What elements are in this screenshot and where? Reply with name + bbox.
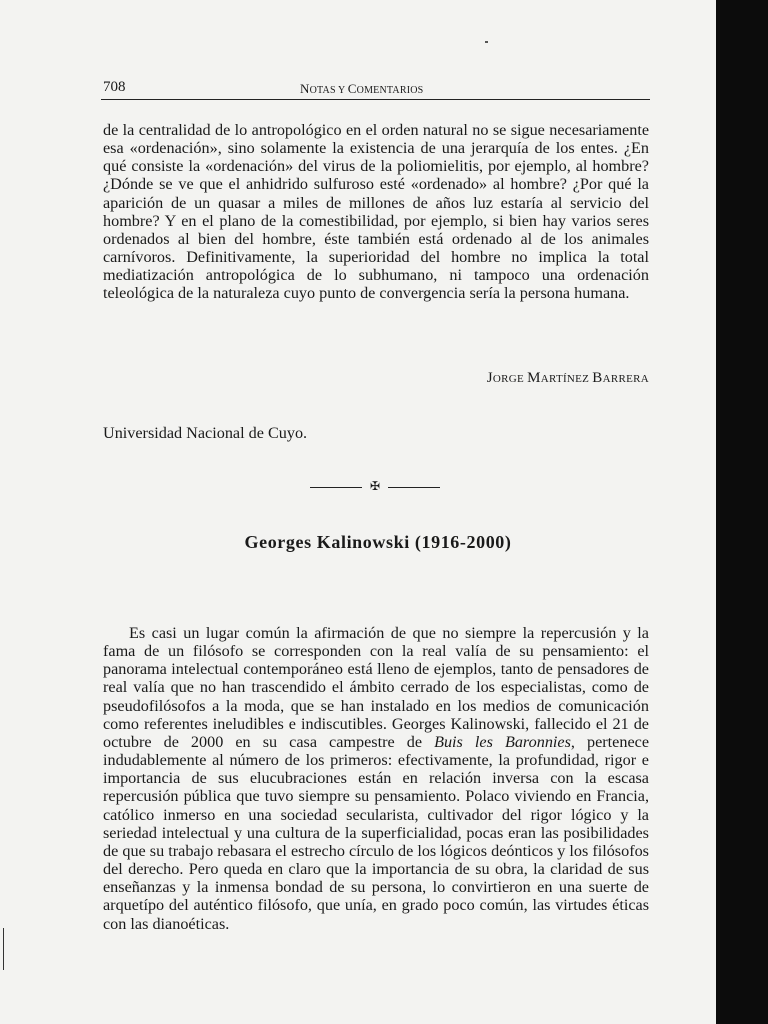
running-head-smallcaps: OTAS Y — [309, 85, 348, 96]
closing-paragraph: de la centralidad de lo antropológico en el orden natural no se sigue necesariamente esa «ordenación», sino solamente la existencia de una jerarquía de los entes. ¿En qué consiste la «ordenación» del virus de la poliomielitis, por ejemplo, al hombre? ¿Dónde se ve que el anhidrido sulfuroso esté «ordenado» al hombre? ¿Por qué la aparición de un quasar a miles de millones de años luz estaría al servicio del hombre? Y en el plano de la comestibilidad, por ejemplo, si bien hay varios seres ordenados al bien del hombre, éste también está ordenado al de los animales carnívoros. Definitivamente, la superioridad del hombre no implica la total mediatización antropológica de lo subhumano, ni tampoco una ordenación teleológica de la naturaleza cuyo punto de convergencia sería la persona humana. — [103, 121, 649, 303]
author-signature — [487, 370, 649, 387]
body-text: Es casi un lugar común la afirmación de que no siempre la repercusión y la fama de un filósofo se corresponden con la real valía de su pensamiento: el panorama intelectual contemporáneo está lleno de ejemplos, tanto de pensadores de real valía que no han trascendido el ámbito cerrado de los especialistas, como de pseudofilósofos a la moda, que se han instalado en los medios de comunicación como referentes ineludibles e indiscutibles. Georges Kalinowski, fallecido el 21 de octubre de 2000 en su casa campestre de — [103, 624, 649, 751]
author-affiliation: Universidad Nacional de Cuyo. — [103, 424, 308, 442]
author-smallcaps: ORGE — [492, 373, 528, 385]
author-initial: B — [592, 370, 603, 386]
separator-line-right — [388, 487, 440, 488]
body-text: , pertenece indudablemente al número de los primeros: efectivamente, la profundidad, rigor e importancia de sus elucubraciones están en relación inversa con la escasa repercusión pública que tuvo siempre su pensamiento. Polaco viviendo en Francia, católico inmerso en una sociedad secularista, cultivador del rigor lógico y la seriedad intelectual y una cultura de la superficialidad, pocas eran las posibilidades de que su trabajo rebasara el estrecho círculo de los lógicos deónticos y los filósofos del derecho. Pero queda en claro que la importancia de su obra, la claridad de sus enseñanzas y la inmensa bondad de su persona, lo convirtieron en una suerte de arquetípo del auténtico filósofo, que unía, en grado poco común, las virtudes éticas con las dianoéticas. — [103, 732, 650, 933]
author-smallcaps: ARTÍNEZ — [540, 373, 593, 385]
scan-speck — [485, 41, 488, 43]
section-separator — [310, 478, 440, 492]
author-smallcaps: ARRERA — [602, 373, 649, 385]
running-head-smallcaps: OMENTARIOS — [356, 85, 424, 96]
article-title: Georges Kalinowski (1916-2000) — [244, 532, 512, 552]
page-number: 708 — [103, 79, 126, 95]
running-head — [300, 81, 423, 97]
running-head-initial: N — [300, 81, 310, 96]
separator-line-left — [310, 487, 362, 488]
running-head-initial: C — [347, 81, 357, 96]
author-initial: J — [486, 370, 493, 386]
header-rule — [101, 99, 650, 100]
cross-ornament-icon: ✠ — [369, 479, 381, 493]
author-initial: M — [527, 370, 541, 386]
scan-margin-mark — [3, 928, 4, 970]
scan-dark-edge — [716, 0, 768, 1024]
body-paragraph — [103, 624, 649, 933]
place-name-italic: Buis les Baronnies — [434, 732, 571, 751]
